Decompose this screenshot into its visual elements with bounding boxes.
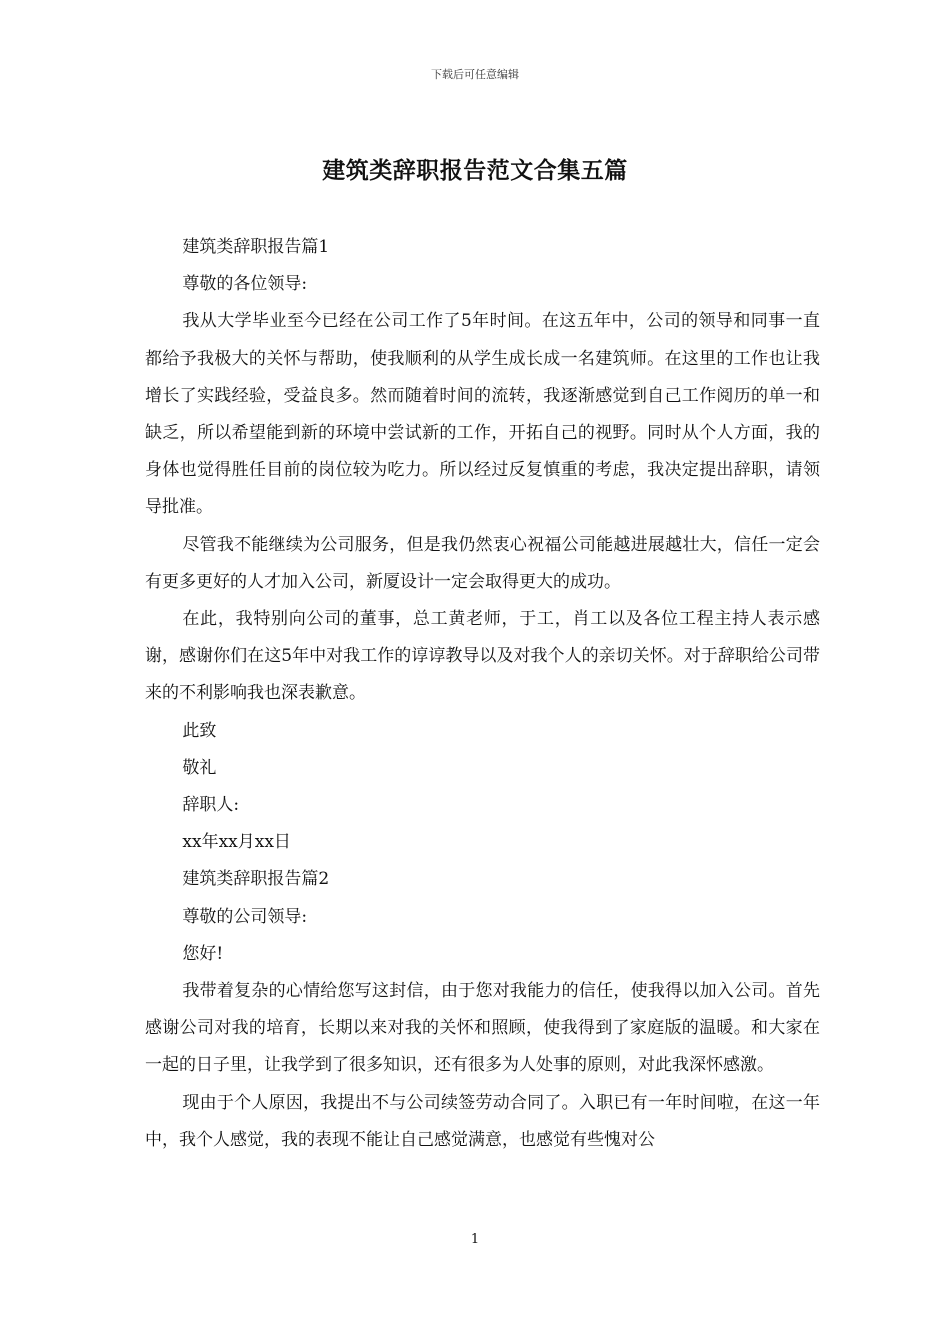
- closing-line: 敬礼: [182, 757, 217, 778]
- signature-line: 辞职人:: [182, 795, 240, 816]
- salutation-1: 尊敬的各位领导:: [182, 274, 308, 295]
- page-header: 下载后可任意编辑: [431, 68, 519, 81]
- date-line: xx年xx月xx日: [182, 832, 291, 853]
- body-paragraph: 在此，我特别向公司的董事，总工黄老师，于工，肖工以及各位工程主持人表示感谢，感谢你们在这5年中对我工作的谆谆教导以及对我个人的亲切关怀。对于辞职给公司带来的不利影响我也深表歉意。: [145, 609, 820, 704]
- body-paragraph: 我从大学毕业至今已经在公司工作了5年时间。在这五年中，公司的领导和同事一直都给予我极大的关怀与帮助，使我顺利的从学生成长成一名建筑师。在这里的工作也让我增长了实践经验，受益良多。然而随着时间的流转，我逐渐感觉到自己工作阅历的单一和缺乏，所以希望能到新的环境中尝试新的工作，开拓自己的视野。同时从个人方面，我的身体也觉得胜任目前的岗位较为吃力。所以经过反复慎重的考虑，我决定提出辞职，请领导批准。: [145, 311, 820, 518]
- body-paragraph: 我带着复杂的心情给您写这封信，由于您对我能力的信任，使我得以加入公司。首先感谢公司对我的培育，长期以来对我的关怀和照顾，使我得到了家庭版的温暖。和大家在一起的日子里，让我学到了很多知识，还有很多为人处事的原则，对此我深怀感激。: [145, 981, 820, 1076]
- salutation-2: 尊敬的公司领导:: [182, 906, 308, 927]
- document-title: 建筑类辞职报告范文合集五篇: [322, 157, 628, 184]
- page-number: 1: [470, 1232, 480, 1247]
- body-paragraph: 现由于个人原因，我提出不与公司续签劳动合同了。入职已有一年时间啦，在这一年中，我个人感觉，我的表现不能让自己感觉满意，也感觉有些愧对公: [145, 1092, 820, 1150]
- section-heading-2: 建筑类辞职报告篇2: [182, 869, 330, 890]
- greeting-line: 您好!: [182, 943, 224, 964]
- document-body: [145, 229, 820, 1159]
- section-heading-1: 建筑类辞职报告篇1: [182, 237, 330, 257]
- body-paragraph: 尽管我不能继续为公司服务，但是我仍然衷心祝福公司能越进展越壮大，信任一定会有更多更好的人才加入公司，新厦设计一定会取得更大的成功。: [145, 534, 820, 592]
- closing-line: 此致: [182, 720, 217, 741]
